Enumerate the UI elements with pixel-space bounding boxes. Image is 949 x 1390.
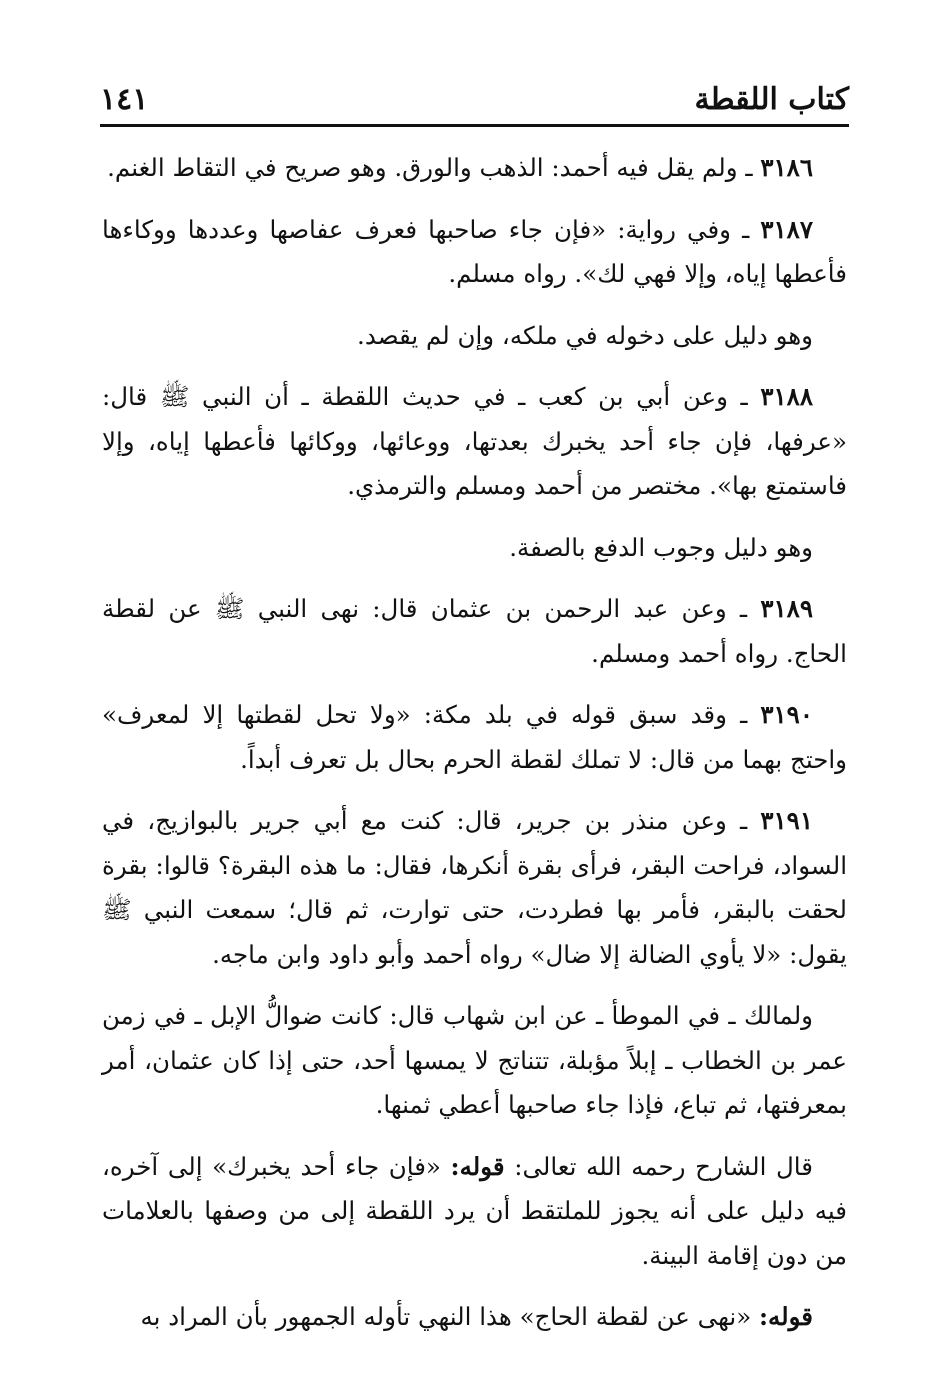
- hadith-text: ـ وفي رواية: «فإن جاء صاحبها فعرف عفاصها وعددها ووكاءها فأعطها إياه، وإلا فهي لك». رواه مسلم.: [102, 214, 847, 288]
- paragraph-text: ولمالك ـ في الموطأ ـ عن ابن شهاب قال: كانت ضوالُّ الإبل ـ في زمن عمر بن الخطاب ـ إبلاً مؤبلة، تتناتج لا يمسها أحد، حتى إذا كان عثمان، أمر بمعرفتها، ثم تباع، فإذا جاء صاحبها أعطي ثمنها.: [102, 1001, 847, 1119]
- hadith-3186: [102, 146, 847, 191]
- header-rule: [100, 124, 849, 127]
- commentary-paragraph: [102, 1295, 847, 1340]
- hadith-number: ٣١٨٧: [760, 214, 813, 244]
- page-header: [100, 80, 849, 120]
- hadith-number: ٣١٨٦: [760, 153, 813, 182]
- hadith-3187: [102, 208, 847, 297]
- paragraph-text: «نهى عن لقطة الحاج» هذا النهي تأوله الجمهور بأن المراد به: [140, 1302, 759, 1331]
- hadith-number: ٣١٩١: [760, 806, 813, 835]
- keyword-qawluhu: قوله:: [758, 1302, 813, 1331]
- keyword-qawluhu: قوله:: [450, 1151, 505, 1181]
- commentary-paragraph: [102, 1145, 847, 1279]
- commentary-paragraph: [102, 994, 847, 1128]
- commentary-paragraph: [102, 526, 847, 571]
- page-number: ١٤١: [100, 82, 149, 117]
- hadith-3190: [102, 693, 847, 782]
- hadith-3191: [102, 799, 847, 977]
- hadith-3188: [102, 375, 847, 509]
- paragraph-text: «فإن جاء أحد يخبرك» إلى آخره، فيه دليل على أنه يجوز للملتقط أن يرد اللقطة إلى من وصفها بالعلامات من دون إقامة البينة.: [102, 1151, 847, 1270]
- hadith-number: ٣١٩٠: [760, 700, 813, 729]
- hadith-text: ـ وعن عبد الرحمن بن عثمان قال: نهى النبي ﷺ عن لقطة الحاج. رواه أحمد ومسلم.: [102, 594, 847, 668]
- hadith-text: ـ وعن أبي بن كعب ـ في حديث اللقطة ـ أن النبي ﷺ قال: «عرفها، فإن جاء أحد يخبرك بعدتها، ووعائها، ووكائها فأعطها إياه، وإلا فاستمتع بها». مختصر من أحمد ومسلم والترمذي.: [102, 382, 847, 500]
- hadith-3189: [102, 587, 847, 676]
- hadith-number: ٣١٨٩: [760, 594, 813, 623]
- paragraph-text: وهو دليل على دخوله في ملكه، وإن لم يقصد.: [357, 320, 813, 350]
- paragraph-text: قال الشارح رحمه الله تعالى:: [504, 1151, 813, 1181]
- hadith-number: ٣١٨٨: [760, 382, 813, 411]
- hadith-text: ـ وقد سبق قوله في بلد مكة: «ولا تحل لقطتها إلا لمعرف» واحتج بهما من قال: لا تملك لقطة الحرم بحال بل تعرف أبداً.: [102, 700, 847, 774]
- commentary-paragraph: [102, 314, 847, 359]
- page-content: [102, 146, 847, 1357]
- paragraph-text: وهو دليل وجوب الدفع بالصفة.: [509, 532, 813, 562]
- hadith-text: ـ وعن منذر بن جرير، قال: كنت مع أبي جرير بالبوازيج، في السواد، فراحت البقر، فرأى بقرة أنكرها، فقال: ما هذه البقرة؟ قالوا: بقرة لحقت بالبقر، فأمر بها فطردت، حتى توارت، ثم قال؛ سمعت النبي ﷺ يقول: «لا يأوي الضالة إلا ضال» رواه أحمد وأبو داود وابن ماجه.: [102, 806, 847, 969]
- chapter-title: كتاب اللقطة: [694, 82, 849, 117]
- hadith-text: ـ ولم يقل فيه أحمد: الذهب والورق. وهو صريح في التقاط الغنم.: [107, 153, 761, 182]
